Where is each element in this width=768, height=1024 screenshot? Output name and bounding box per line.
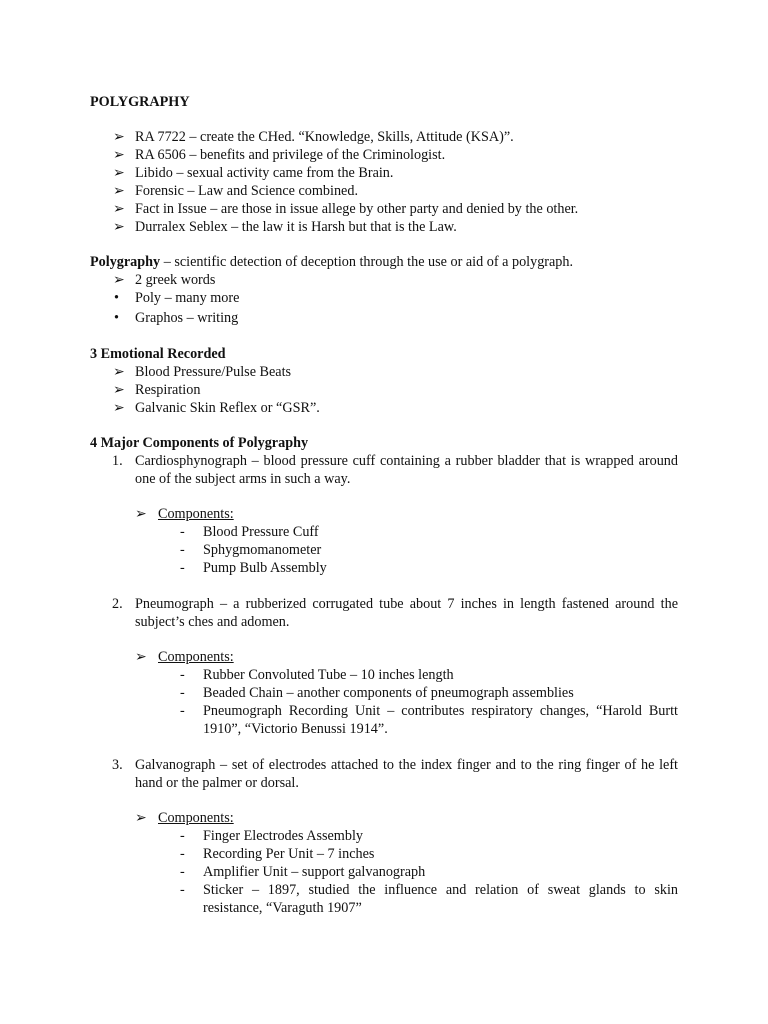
arrow-bullet-icon: ➢: [135, 506, 147, 522]
arrow-bullet-icon: ➢: [113, 183, 125, 199]
arrow-bullet-icon: ➢: [135, 810, 147, 826]
list-item: • Graphos – writing: [90, 309, 678, 329]
definition-term: Polygraphy: [90, 254, 161, 270]
document-body: [90, 93, 678, 917]
list-item: ➢ RA 6506 – benefits and privilege of the Criminologist.: [113, 147, 446, 163]
sub-components: [135, 505, 678, 577]
arrow-bullet-icon: ➢: [113, 364, 125, 380]
dash-bullet-icon: -: [180, 828, 185, 844]
item-number: 2.: [112, 596, 123, 612]
dot-bullet-icon: •: [114, 309, 119, 326]
list-item: - Rubber Convoluted Tube – 10 inches length: [180, 667, 454, 683]
list-item: - Blood Pressure Cuff: [180, 524, 319, 540]
component-item: [90, 452, 678, 577]
list-item: • Poly – many more: [90, 289, 678, 309]
component-description: Cardiosphynograph – blood pressure cuff containing a rubber bladder that is wrapped around one of the subject arms in such a way.: [135, 453, 678, 487]
emotional-heading: 3 Emotional Recorded: [90, 346, 226, 362]
arrow-bullet-icon: ➢: [113, 219, 125, 235]
components-label: ➢ Components:: [135, 506, 234, 522]
arrow-bullet-icon: ➢: [113, 147, 125, 163]
dash-bullet-icon: -: [180, 703, 185, 719]
dash-bullet-icon: -: [180, 542, 185, 558]
parts-list: [158, 523, 678, 577]
list-item: ➢ 2 greek words: [113, 272, 216, 288]
item-number: 3.: [112, 757, 123, 773]
list-item: ➢ Blood Pressure/Pulse Beats: [113, 364, 292, 380]
parts-list: [158, 666, 678, 738]
definition-text: – scientific detection of deception through the use or aid of a polygraph.: [160, 254, 574, 270]
list-item: ➢ Forensic – Law and Science combined.: [113, 183, 358, 199]
list-item: ➢ Respiration: [113, 382, 201, 398]
page-title: POLYGRAPHY: [90, 94, 190, 110]
list-item: ➢ RA 7722 – create the CHed. “Knowledge, Skills, Attitude (KSA)”.: [113, 129, 514, 145]
dash-bullet-icon: -: [180, 524, 185, 540]
list-item: - Pump Bulb Assembly: [180, 560, 327, 576]
arrow-bullet-icon: ➢: [135, 649, 147, 665]
components-list: [90, 452, 678, 917]
list-item: ➢ Fact in Issue – are those in issue allege by other party and denied by the other.: [113, 201, 579, 217]
emotional-list: [90, 363, 678, 417]
dot-bullet-icon: •: [114, 290, 119, 306]
arrow-bullet-icon: ➢: [113, 400, 125, 416]
dash-bullet-icon: -: [180, 667, 185, 683]
sub-components: [135, 809, 678, 917]
list-item: - Recording Per Unit – 7 inches: [180, 846, 375, 862]
item-number: 1.: [112, 453, 123, 469]
list-item: ➢ Durralex Seblex – the law it is Harsh but that is the Law.: [113, 219, 457, 235]
greek-list: [90, 271, 678, 289]
component-item: [90, 595, 678, 738]
greek-words-list: [90, 289, 678, 328]
list-item: - Finger Electrodes Assembly: [180, 828, 363, 844]
dash-bullet-icon: -: [180, 846, 185, 862]
polygraphy-definition: [90, 253, 678, 271]
arrow-bullet-icon: ➢: [113, 129, 125, 145]
list-item: - Pneumograph Recording Unit – contributes respiratory changes, “Harold Burtt 1910”, “Victorio Benussi 1914”.: [180, 703, 678, 737]
parts-list: [158, 827, 678, 917]
list-item: - Sticker – 1897, studied the influence and relation of sweat glands to skin resistance, “Varaguth 1907”: [180, 882, 678, 916]
arrow-bullet-icon: ➢: [113, 272, 125, 288]
arrow-bullet-icon: ➢: [113, 165, 125, 181]
list-item: - Beaded Chain – another components of pneumograph assemblies: [180, 685, 574, 701]
component-description: Pneumograph – a rubberized corrugated tube about 7 inches in length fastened around the subject’s ches and adomen.: [135, 596, 678, 630]
list-item: - Amplifier Unit – support galvanograph: [180, 864, 426, 880]
sub-components: [135, 648, 678, 738]
list-item: - Sphygmomanometer: [180, 542, 322, 558]
component-description: Galvanograph – set of electrodes attached to the index finger and to the ring finger of he left hand or the palmer or dorsal.: [135, 757, 678, 791]
arrow-bullet-icon: ➢: [113, 201, 125, 217]
component-item: [90, 756, 678, 917]
arrow-bullet-icon: ➢: [113, 382, 125, 398]
list-item: ➢ Libido – sexual activity came from the Brain.: [113, 165, 394, 181]
dash-bullet-icon: -: [180, 864, 185, 880]
intro-list: [90, 128, 678, 236]
list-item: ➢ Galvanic Skin Reflex or “GSR”.: [113, 400, 320, 416]
components-heading: 4 Major Components of Polygraphy: [90, 435, 309, 451]
components-label: ➢ Components:: [135, 649, 234, 665]
dash-bullet-icon: -: [180, 685, 185, 701]
components-label: ➢ Components:: [135, 810, 234, 826]
dash-bullet-icon: -: [180, 882, 185, 898]
dash-bullet-icon: -: [180, 560, 185, 576]
